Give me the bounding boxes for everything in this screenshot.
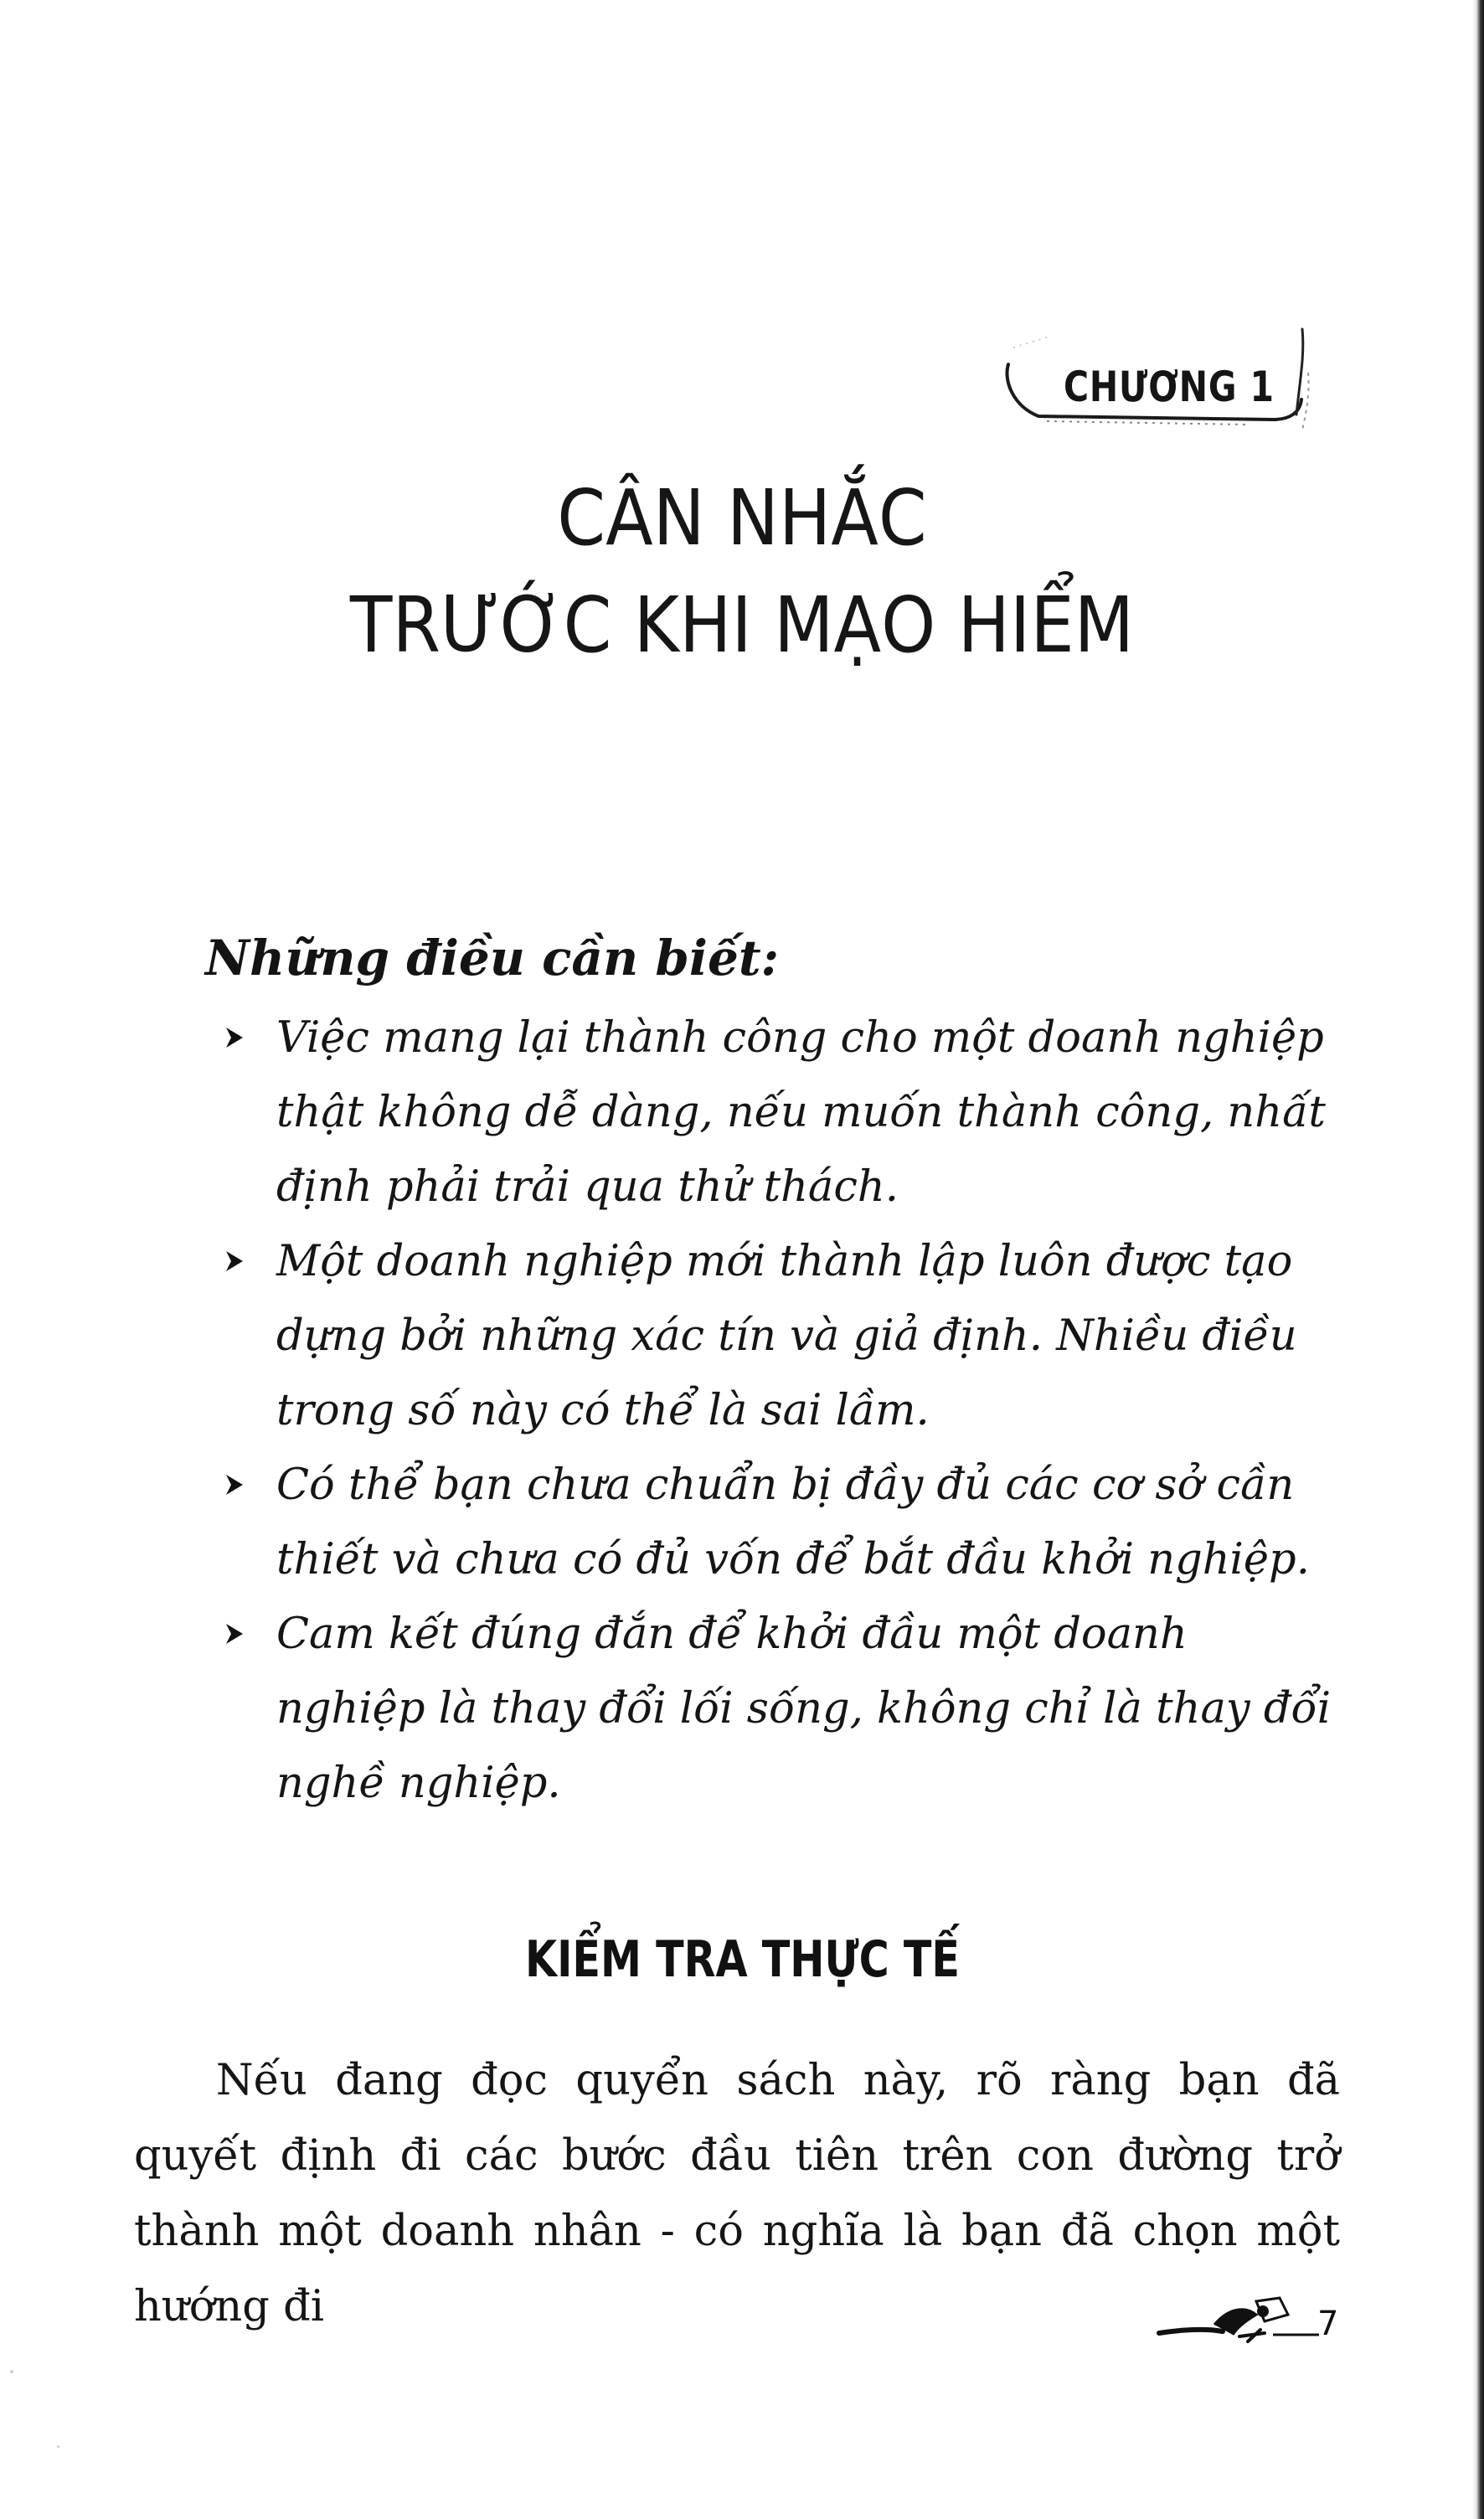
list-item-text: Việc mang lại thành công cho một doanh nghiệp thật không dễ dàng, nếu muốn thành công, nhất định phải trải qua thử thách. <box>276 1013 1326 1212</box>
page-number: 7 <box>1317 2305 1339 2343</box>
list-item-text: Một doanh nghiệp mới thành lập luôn được tạo dựng bởi những xác tín và giả định. Nhiều điều trong số này có thể là sai lầm. <box>276 1237 1297 1435</box>
chapter-title-line-2: TRƯỚC KHI MẠO HIỂM <box>349 580 1135 670</box>
running-figure-ornament-icon <box>1156 2293 1323 2352</box>
scan-speck <box>10 2370 13 2373</box>
need-to-know-list <box>218 1001 1340 1821</box>
list-item <box>218 1001 1340 1224</box>
section-heading <box>0 1930 1484 1989</box>
body-paragraph: Nếu đang đọc quyển sách này, rõ ràng bạn đã quyết định đi các bước đầu tiên trên con đường trở thành một doanh nhân - có nghĩa là bạn đã chọn một hướng đi <box>134 2056 1340 2331</box>
list-item-text: Có thể bạn chưa chuẩn bị đầy đủ các cơ sở cần thiết và chưa có đủ vốn để bắt đầu khởi nghiệp. <box>276 1460 1310 1584</box>
section-heading-text: KIỂM TRA THỰC TẾ <box>524 1930 960 1989</box>
arrowhead-bullet-icon <box>224 1623 245 1645</box>
arrowhead-bullet-icon <box>224 1474 245 1496</box>
list-item-text: Cam kết đúng đắn để khởi đầu một doanh nghiệp là thay đổi lối sống, không chỉ là thay đổi nghề nghiệp. <box>276 1610 1332 1808</box>
chapter-label <box>997 322 1319 431</box>
scan-speck <box>57 2445 59 2448</box>
list-item <box>218 1597 1340 1821</box>
arrowhead-bullet-icon <box>224 1027 245 1048</box>
page-edge-shadow <box>1472 0 1484 2519</box>
list-item <box>218 1224 1340 1448</box>
chapter-title <box>0 465 1484 679</box>
need-to-know-heading: Những điều cần biết: <box>205 930 780 986</box>
chapter-title-line-1: CÂN NHẮC <box>557 473 927 563</box>
arrowhead-bullet-icon <box>224 1250 245 1272</box>
list-item <box>218 1448 1340 1597</box>
chapter-number: CHƯƠNG 1 <box>1064 363 1275 411</box>
